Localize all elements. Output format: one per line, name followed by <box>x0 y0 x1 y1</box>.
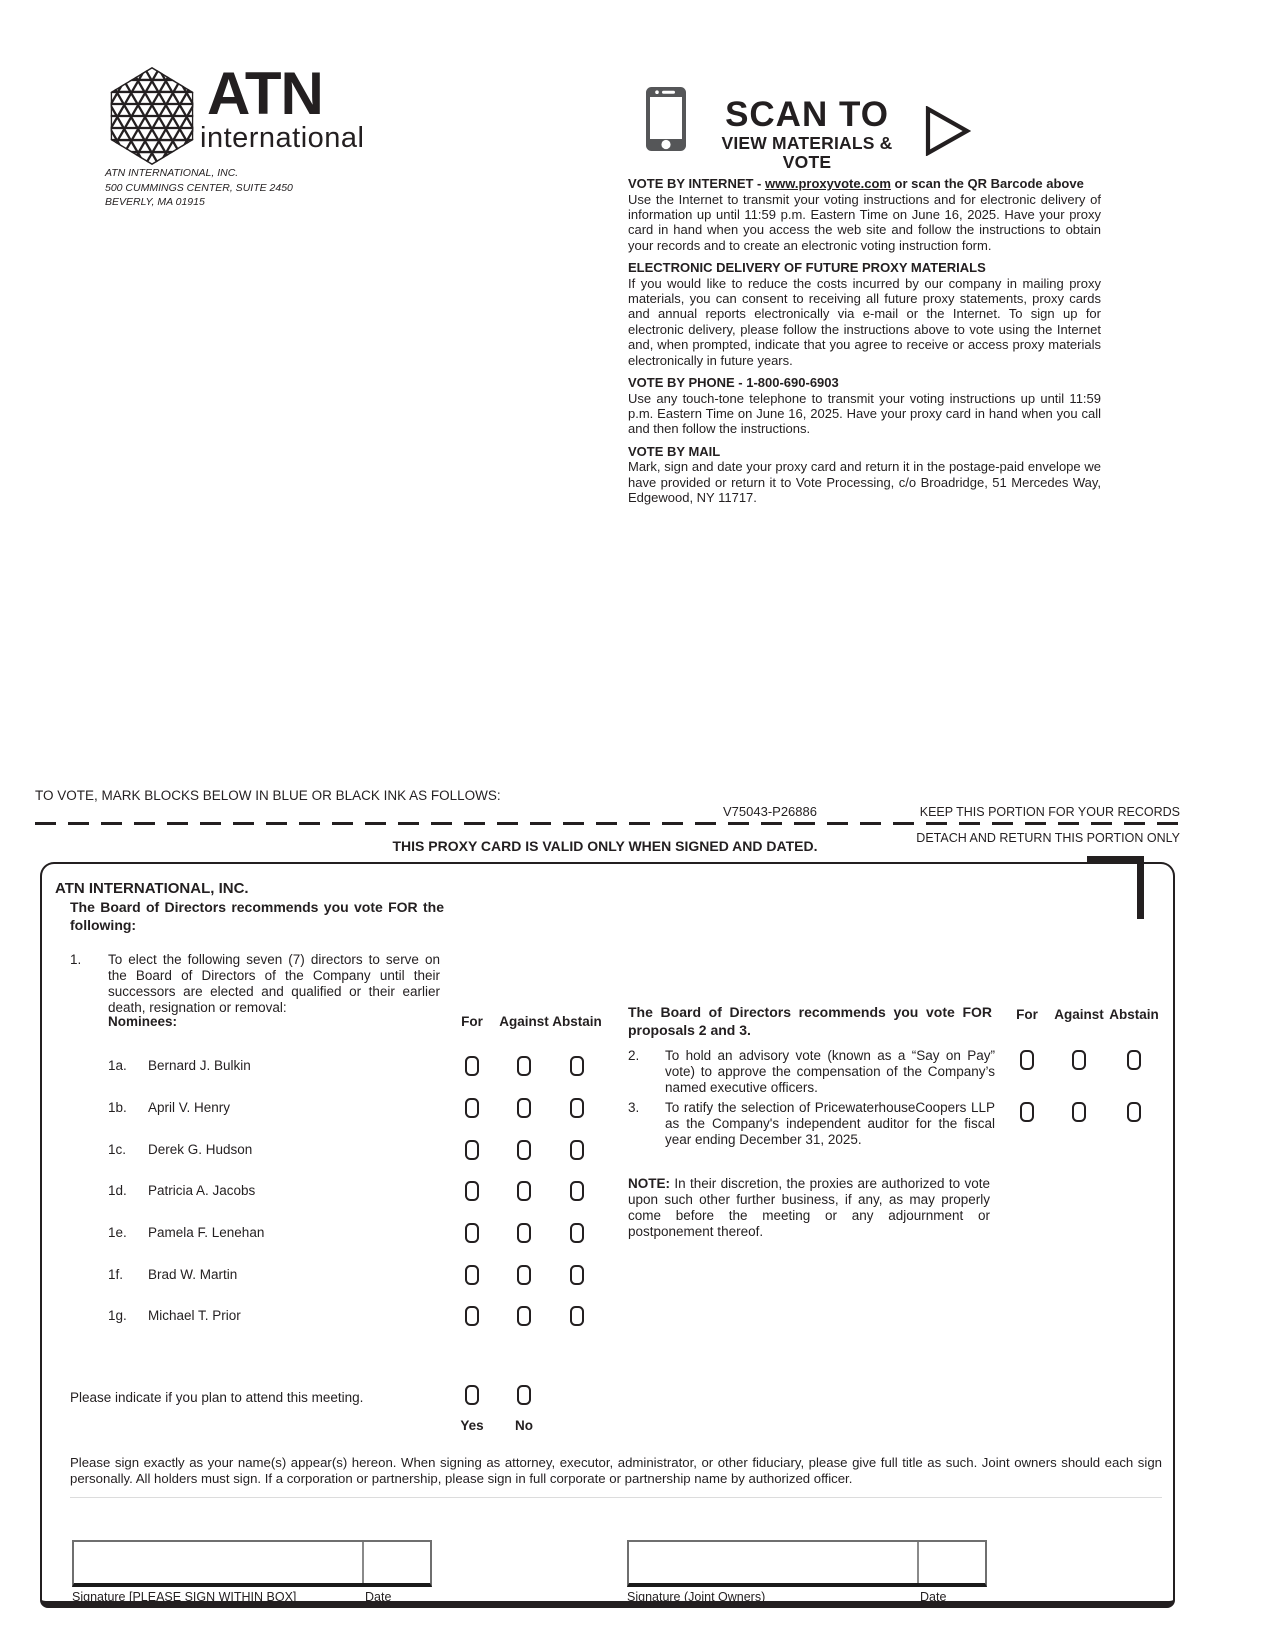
nominee-name: Patricia A. Jacobs <box>148 1183 256 1198</box>
nominee-name: Bernard J. Bulkin <box>148 1058 251 1073</box>
checkbox-attend-no[interactable] <box>517 1385 531 1405</box>
checkbox-1g-against[interactable] <box>517 1306 531 1326</box>
discretion-note <box>628 1176 990 1240</box>
company-address <box>105 166 293 210</box>
signing-divider-line <box>70 1497 1162 1498</box>
heading-text: VOTE BY INTERNET - <box>628 176 765 191</box>
checkbox-1b-abstain[interactable] <box>570 1098 584 1118</box>
signature-box-joint[interactable] <box>627 1540 987 1587</box>
note-label: NOTE: <box>628 1176 670 1191</box>
proposal2-text: To hold an advisory vote (known as a “Say on Pay” vote) to approve the compensation of the Company’s named executive officers. <box>665 1048 995 1095</box>
proposal3-text: To ratify the selection of PricewaterhouseCoopers LLP as the Company's independent auditor for the fiscal year ending December 31, 2025. <box>665 1100 995 1147</box>
signature-date-divider <box>362 1542 364 1583</box>
checkbox-attend-yes[interactable] <box>465 1385 479 1405</box>
checkbox-1a-against[interactable] <box>517 1056 531 1076</box>
checkbox-1c-abstain[interactable] <box>570 1140 584 1160</box>
checkbox-1c-against[interactable] <box>517 1140 531 1160</box>
signature-primary-label: Signature [PLEASE SIGN WITHIN BOX] <box>72 1590 297 1604</box>
checkbox-1d-abstain[interactable] <box>570 1181 584 1201</box>
checkbox-1e-abstain[interactable] <box>570 1223 584 1243</box>
address-line-2: 500 CUMMINGS CENTER, SUITE 2450 <box>105 181 293 194</box>
checkbox-p2-against[interactable] <box>1072 1050 1086 1070</box>
signature-box-primary[interactable] <box>72 1540 432 1587</box>
checkbox-p3-for[interactable] <box>1020 1102 1034 1122</box>
checkbox-1f-against[interactable] <box>517 1265 531 1285</box>
proposal2-number: 2. <box>628 1048 640 1063</box>
scan-banner <box>697 96 917 172</box>
address-line-3: BEVERLY, MA 01915 <box>105 196 205 208</box>
nominee-id: 1c. <box>108 1142 127 1157</box>
checkbox-1d-against[interactable] <box>517 1181 531 1201</box>
control-number: V75043-P26886 <box>723 804 817 819</box>
attend-no-label: No <box>515 1418 533 1433</box>
keep-portion-note: KEEP THIS PORTION FOR YOUR RECORDS <box>919 805 1180 819</box>
proposal1-recommendation: The Board of Directors recommends you vote FOR the following: <box>70 899 444 933</box>
vote-method-mail <box>628 444 1101 506</box>
logo-subtitle: international <box>200 122 365 154</box>
scan-subtitle: VIEW MATERIALS & VOTE <box>721 133 893 172</box>
col-for-right: For <box>1016 1007 1038 1022</box>
vote-method-edelivery-body: If you would like to reduce the costs incurred by our company in mailing proxy materials, you can consent to receiving all future proxy statements, proxy cards and annual reports electronically via e-mail or the Internet. To sign up for electronic delivery, please follow the instructions above to vote using the Internet and, when prompted, indicate that you agree to receive or access proxy materials electronically in future years. <box>628 275 1101 368</box>
nominee-name: Brad W. Martin <box>148 1267 238 1282</box>
smartphone-icon <box>645 86 687 152</box>
checkbox-1g-for[interactable] <box>465 1306 479 1326</box>
nominees-label: Nominees: <box>108 1014 178 1029</box>
checkbox-1b-against[interactable] <box>517 1098 531 1118</box>
nominee-id: 1d. <box>108 1183 127 1198</box>
atn-lattice-logo-icon <box>103 66 201 166</box>
right-arrow-icon <box>925 106 971 156</box>
corner-registration-mark <box>1087 856 1144 919</box>
vote-methods <box>628 176 1101 513</box>
nominee-id: 1g. <box>108 1308 127 1323</box>
checkbox-1g-abstain[interactable] <box>570 1306 584 1326</box>
vote-method-phone-body: Use any touch-tone telephone to transmit your voting instructions up until 11:59 p.m. Eastern Time on June 16, 2025. Have your proxy card in hand when you call and then follow the instructions. <box>628 390 1101 437</box>
checkbox-1b-for[interactable] <box>465 1098 479 1118</box>
heading-suffix: or scan the QR Barcode above <box>890 176 1084 191</box>
checkbox-p2-abstain[interactable] <box>1127 1050 1141 1070</box>
vote-method-phone <box>628 375 1101 437</box>
checkbox-p3-against[interactable] <box>1072 1102 1086 1122</box>
col-against-right: Against <box>1054 1007 1104 1022</box>
address-line-1: ATN INTERNATIONAL, INC. <box>105 167 239 179</box>
card-company-name: ATN INTERNATIONAL, INC. <box>55 880 249 897</box>
col-abstain-right: Abstain <box>1109 1007 1159 1022</box>
nominee-name: Pamela F. Lenehan <box>148 1225 265 1240</box>
date-primary-label: Date <box>365 1590 392 1604</box>
signing-instruction: Please sign exactly as your name(s) appear(s) hereon. When signing as attorney, executor, administrator, or other fiduciary, please give full title as such. Joint owners should each sign personally. All holders must sign. If a corporation or partnership, please sign in full corporate or partnership name by authorized officer. <box>70 1455 1162 1486</box>
col-abstain-left: Abstain <box>552 1014 602 1029</box>
nominee-id: 1e. <box>108 1225 127 1240</box>
nominee-id: 1a. <box>108 1058 127 1073</box>
nominee-id: 1f. <box>108 1267 124 1282</box>
attendance-question: Please indicate if you plan to attend this meeting. <box>70 1390 364 1405</box>
date-joint-label: Date <box>920 1590 947 1604</box>
nominee-name: April V. Henry <box>148 1100 231 1115</box>
vote-method-internet-body: Use the Internet to transmit your voting instructions and for electronic delivery of information up until 11:59 p.m. Eastern Time on June 16, 2025. Have your proxy card in hand when you access the web site and follow the instructions to obtain your records and to create an electronic voting instruction form. <box>628 191 1101 253</box>
vote-method-mail-body: Mark, sign and date your proxy card and return it in the postage-paid envelope we have provided or return it to Vote Processing, c/o Broadridge, 51 Mercedes Way, Edgewood, NY 11717. <box>628 459 1101 506</box>
checkbox-1a-abstain[interactable] <box>570 1056 584 1076</box>
nominee-name: Derek G. Hudson <box>148 1142 253 1157</box>
checkbox-1a-for[interactable] <box>465 1056 479 1076</box>
detach-portion-note: DETACH AND RETURN THIS PORTION ONLY <box>916 831 1180 845</box>
vote-method-edelivery-heading: ELECTRONIC DELIVERY OF FUTURE PROXY MATERIALS <box>628 260 986 276</box>
attend-yes-label: Yes <box>460 1418 484 1433</box>
vote-method-phone-heading: VOTE BY PHONE - 1-800-690-6903 <box>628 375 839 391</box>
mark-instruction: TO VOTE, MARK BLOCKS BELOW IN BLUE OR BLACK INK AS FOLLOWS: <box>35 788 501 803</box>
vote-method-edelivery <box>628 260 1101 368</box>
proposals23-recommendation: The Board of Directors recommends you vote FOR proposals 2 and 3. <box>628 1004 992 1038</box>
checkbox-1f-abstain[interactable] <box>570 1265 584 1285</box>
col-for-left: For <box>461 1014 483 1029</box>
checkbox-p3-abstain[interactable] <box>1127 1102 1141 1122</box>
proposal3-number: 3. <box>628 1100 640 1115</box>
detach-dashed-line <box>35 822 1181 825</box>
nominee-name: Michael T. Prior <box>148 1308 241 1323</box>
vote-method-mail-heading: VOTE BY MAIL <box>628 443 721 459</box>
checkbox-1c-for[interactable] <box>465 1140 479 1160</box>
nominee-id: 1b. <box>108 1100 127 1115</box>
valid-when-signed-note: THIS PROXY CARD IS VALID ONLY WHEN SIGNED AND DATED. <box>392 838 818 854</box>
col-against-left: Against <box>499 1014 549 1029</box>
note-text: In their discretion, the proxies are authorized to vote upon such other further business, if any, as may properly come before the meeting or any adjournment or postponement thereof. <box>628 1176 990 1239</box>
logo-title: ATN <box>207 60 323 127</box>
proxyvote-link[interactable]: www.proxyvote.com <box>765 176 891 191</box>
checkbox-1e-for[interactable] <box>465 1223 479 1243</box>
signature-joint-label: Signature (Joint Owners) <box>627 1590 766 1604</box>
scan-title: SCAN TO <box>725 95 889 134</box>
checkbox-1e-against[interactable] <box>517 1223 531 1243</box>
vote-method-internet <box>628 176 1101 253</box>
checkbox-1d-for[interactable] <box>465 1181 479 1201</box>
checkbox-p2-for[interactable] <box>1020 1050 1034 1070</box>
vote-method-internet-heading <box>628 176 1101 192</box>
proposal1-text: To elect the following seven (7) directors to serve on the Board of Directors of the Company until their successors are elected and qualified or their earlier death, resignation or removal: <box>108 952 440 1015</box>
proposal1-number: 1. <box>70 952 82 967</box>
signature-date-divider <box>917 1542 919 1583</box>
checkbox-1f-for[interactable] <box>465 1265 479 1285</box>
